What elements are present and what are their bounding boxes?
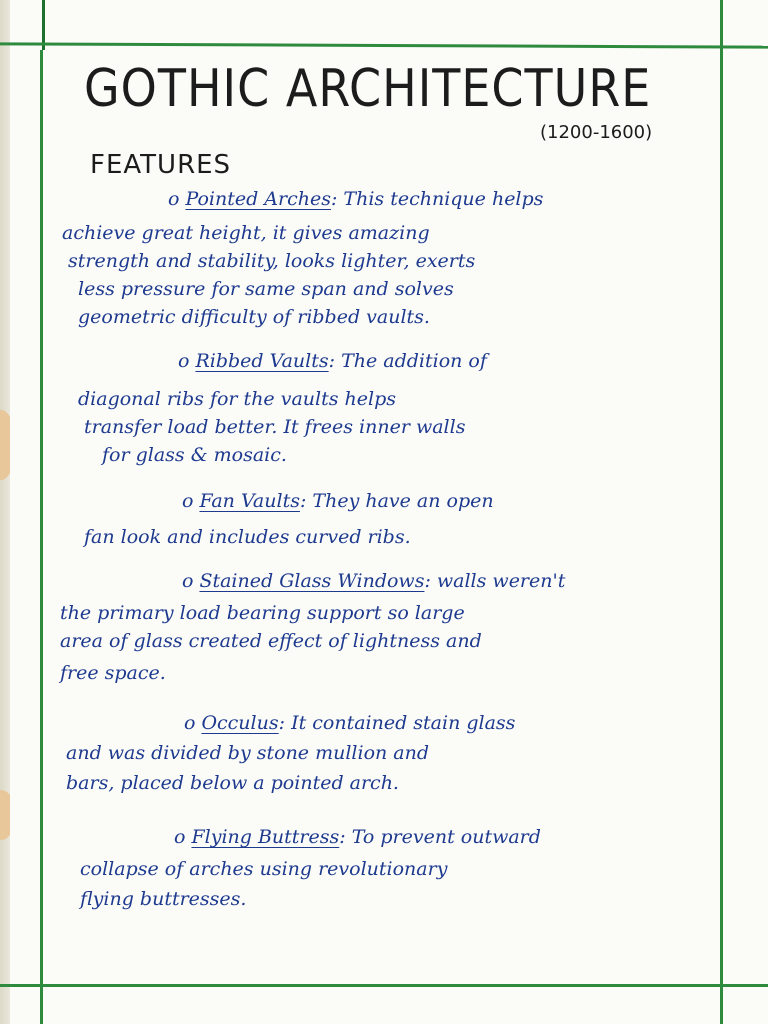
feature-text: and was divided by stone mullion and: [66, 742, 430, 764]
bullet-icon: o: [184, 712, 196, 734]
feature-text: fan look and includes curved ribs.: [84, 526, 411, 548]
date-range: (1200-1600): [540, 122, 653, 143]
feature-text: strength and stability, looks lighter, exerts: [68, 250, 476, 272]
section-heading: FEATURES: [90, 150, 232, 180]
feature-heading: Occulus: [201, 712, 279, 734]
feature-text: : To prevent outward: [339, 826, 541, 848]
bullet-icon: o: [168, 188, 180, 210]
feature-text: less pressure for same span and solves: [78, 278, 454, 300]
feature-text: area of glass created effect of lightness and: [60, 630, 482, 652]
feature-text: for glass & mosaic.: [102, 444, 287, 466]
feature-text: flying buttresses.: [80, 888, 247, 910]
margin-line-bottom: [0, 984, 768, 987]
feature-heading: Pointed Arches: [185, 188, 331, 210]
bullet-icon: o: [174, 826, 186, 848]
feature-text: : It contained stain glass: [278, 712, 516, 734]
bullet-icon: o: [182, 570, 194, 592]
feature-text: transfer load better. It frees inner walls: [84, 416, 466, 438]
feature-heading: Fan Vaults: [199, 490, 300, 512]
feature-text: : The addition of: [328, 350, 487, 372]
feature-text: achieve great height, it gives amazing: [62, 222, 430, 244]
feature-heading: Stained Glass Windows: [199, 570, 425, 592]
feature-text: diagonal ribs for the vaults helps: [78, 388, 396, 410]
feature-heading: Ribbed Vaults: [195, 350, 329, 372]
bullet-icon: o: [178, 350, 190, 372]
feature-text: : This technique helps: [330, 188, 544, 210]
feature-text: the primary load bearing support so large: [60, 602, 465, 624]
feature-text: free space.: [60, 662, 166, 684]
feature-text: collapse of arches using revolutionary: [80, 858, 448, 880]
margin-line-right: [720, 0, 723, 1024]
margin-line-left: [40, 50, 43, 1024]
feature-text: bars, placed below a pointed arch.: [66, 772, 399, 794]
bullet-icon: o: [182, 490, 194, 512]
feature-text: geometric difficulty of ribbed vaults.: [78, 306, 430, 328]
feature-heading: Flying Buttress: [191, 826, 340, 848]
page-title: GOTHIC ARCHITECTURE: [84, 58, 652, 119]
feature-text: : They have an open: [299, 490, 494, 512]
feature-text: : walls weren't: [424, 570, 566, 592]
